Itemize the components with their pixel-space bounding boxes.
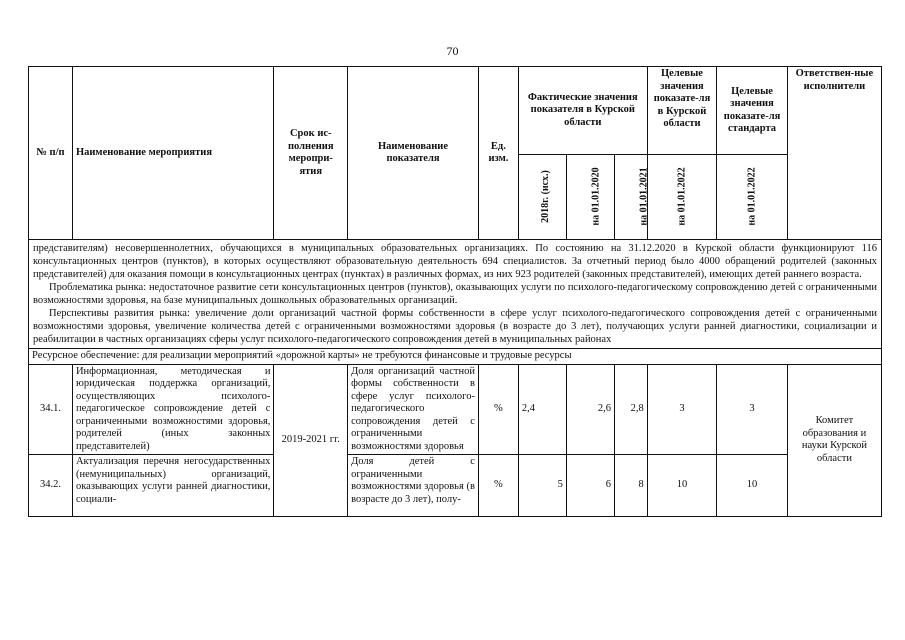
header-actual-values: Фактические значения показателя в Курской области [518,67,647,155]
unit-cell: % [478,455,518,517]
value-2018-cell: 2,4 [518,364,566,455]
subheader-target-region: на 01.01.2022 [647,155,717,240]
market-prospects-paragraph: Перспективы развития рынка: увеличение доли организаций частной формы собственности в сфере услуг психолого-педагогического сопровождения детей с ограниченными возможностями здоровья, увеличение количества детей с ограниченными возможностями здоровья (в возрасте до 3 лет), получающих услуги ранней диагностики, социализации и реабилитации в частных организациях сферы услуг психолого-педагогического сопровождения детей в муниципальных районах [33,308,877,345]
responsible-cell: Комитет образования и науки Курской области [787,364,881,517]
event-name-cell: Информационная, методическая и юридическая поддержка организаций, осуществляющих психолого-педагогическое сопровождение детей с ограниченными возможностями здоровья, родителей (иных законных представителей) [72,364,273,455]
event-name-cell: Актуализация перечня негосударственных (немуниципальных) организаций, оказывающих услуги ранней диагностики, социали- [72,455,273,517]
unit-cell: % [478,364,518,455]
target-standard-cell: 3 [717,364,788,455]
subheader-2020: на 01.01.2020 [566,155,614,240]
target-region-cell: 3 [647,364,717,455]
row-number: 34.1. [29,364,73,455]
value-2021-cell: 8 [614,455,647,517]
header-target-region: Целевые значения показате-ля в Курской области [647,67,717,155]
value-2021-cell: 2,8 [614,364,647,455]
resources-line: Ресурсное обеспечение: для реализации мероприятий «дорожной карты» не требуются финансовые и трудовые ресурсы [29,349,882,365]
value-2020-cell: 6 [566,455,614,517]
subheader-target-standard: на 01.01.2022 [717,155,788,240]
header-event-name: Наименование мероприятия [72,67,273,240]
description-paragraph: представителям) несовершеннолетних, обучающихся в муниципальных образовательных организациях. По состоянию на 31.12.2020 в Курской области функционируют 116 консультационных центров (пунктов), в которых осуществляют образовательную деятельность 694 специалистов. За отчетный период было 4000 обращений родителей (законных представителей) для оказания помощи в консультационных центрах (пунктах) в различных формах, из них 923 родителей (законных представителей), имеющих детей раннего возраста. [33,243,877,280]
indicator-name-cell: Доля детей с ограниченными возможностями здоровья (в возрасте до 3 лет), полу- [348,455,479,517]
header-num: № п/п [29,67,73,240]
row-number: 34.2. [29,455,73,517]
value-2018-cell: 5 [518,455,566,517]
header-target-standard: Целевые значения показате-ля стандарта [717,67,788,155]
value-2020-cell: 2,6 [566,364,614,455]
deadline-cell: 2019-2021 гг. [274,364,348,517]
indicator-name-cell: Доля организаций частной формы собственности в сфере услуг психолого-педагогического сопровождения детей с ограниченными возможностями здоровья [348,364,479,455]
market-problems-paragraph: Проблематика рынка: недостаточное развитие сети консультационных центров (пунктов), оказывающих услуги по психолого-педагогическому сопровождению детей с ограниченными возможностями здоровья, на базе муниципальных дошкольных образовательных организаций. [33,282,877,306]
target-standard-cell: 10 [717,455,788,517]
target-region-cell: 10 [647,455,717,517]
page-number: 70 [446,44,459,58]
subheader-2021: на 01.01.2021 [614,155,647,240]
header-responsible: Ответствен-ные исполнители [787,67,881,240]
header-indicator-name: Наименование показателя [348,67,479,240]
roadmap-table [28,66,882,517]
header-deadline: Срок ис-полнения меропри-ятия [274,67,348,240]
header-unit: Ед. изм. [478,67,518,240]
description-text-block [29,240,882,349]
subheader-2018: 2018г. (исх.) [518,155,566,240]
